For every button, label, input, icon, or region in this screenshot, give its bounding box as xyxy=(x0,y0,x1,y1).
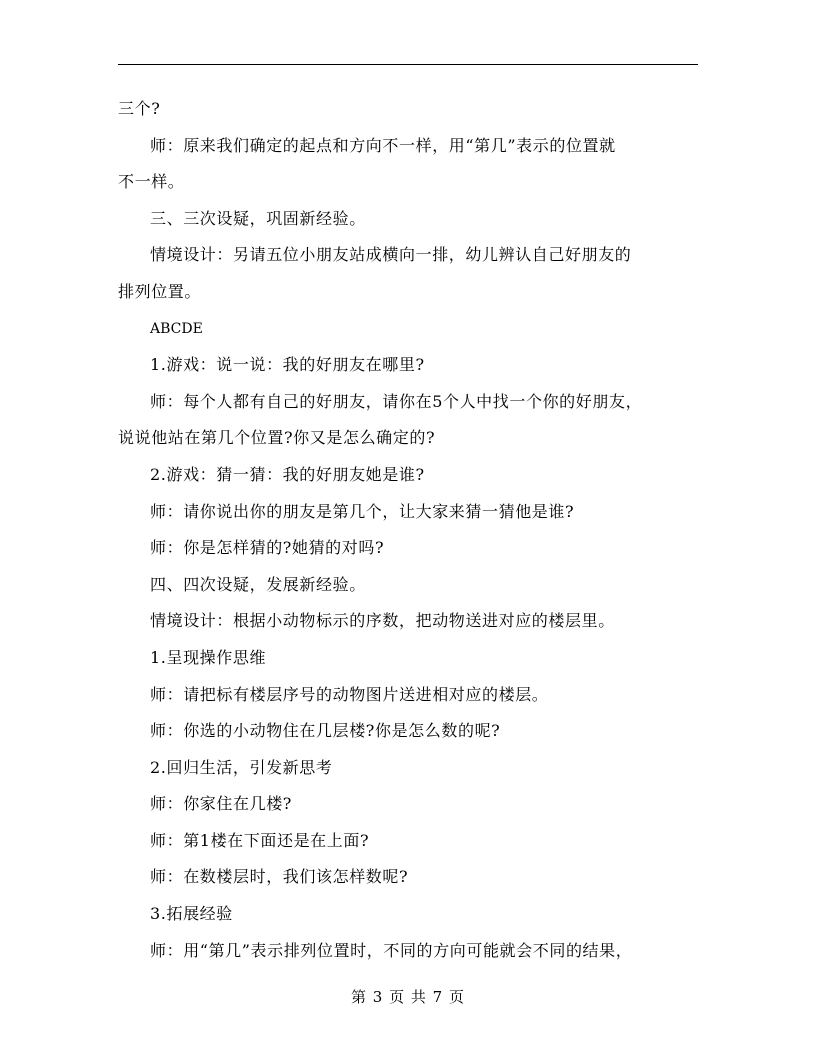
text-line: 师：你家住在几楼? xyxy=(150,794,292,814)
text-line: 不一样。 xyxy=(118,172,185,192)
text-line: 1.游戏：说一说：我的好朋友在哪里? xyxy=(150,355,425,375)
text-line: 师：在数楼层时，我们该怎样数呢? xyxy=(150,867,409,887)
text-line: 师：你选的小动物住在几层楼?你是怎么数的呢? xyxy=(150,721,501,741)
section-heading: 四、四次设疑，发展新经验。 xyxy=(150,574,366,594)
text-line: 师：每个人都有自己的好朋友，请你在5个人中找一个你的好朋友， xyxy=(150,391,643,411)
text-line: 情境设计：另请五位小朋友站成横向一排，幼儿辨认自己好朋友的 xyxy=(150,245,632,265)
text-line: 师：请把标有楼层序号的动物图片送进相对应的楼层。 xyxy=(150,684,549,704)
text-line: 2.游戏：猜一猜：我的好朋友她是谁? xyxy=(150,464,425,484)
text-line: 师：请你说出你的朋友是第几个，让大家来猜一猜他是谁? xyxy=(150,501,575,521)
text-line: 情境设计：根据小动物标示的序数，把动物送进对应的楼层里。 xyxy=(150,611,615,631)
page-number: 第 3 页 共 7 页 xyxy=(351,988,465,1006)
text-line: 1.呈现操作思维 xyxy=(150,647,267,667)
section-heading: 三、三次设疑，巩固新经验。 xyxy=(150,208,366,228)
text-line: 三个? xyxy=(118,99,161,118)
text-line: 说说他站在第几个位置?你又是怎么确定的? xyxy=(118,428,436,448)
document-body xyxy=(118,91,698,969)
text-line: 3.拓展经验 xyxy=(150,904,233,924)
text-line: 师：你是怎样猜的?她猜的对吗? xyxy=(150,538,385,558)
text-line: 2.回归生活，引发新思考 xyxy=(150,757,333,777)
header-rule xyxy=(118,64,698,65)
text-line: 师：第1楼在下面还是在上面? xyxy=(150,830,370,850)
text-line: ABCDE xyxy=(150,320,203,337)
text-line: 师：用“第几”表示排列位置时，不同的方向可能就会不同的结果， xyxy=(150,940,633,960)
text-line: 师：原来我们确定的起点和方向不一样，用“第几”表示的位置就 xyxy=(150,135,616,155)
text-line: 排列位置。 xyxy=(118,281,202,301)
